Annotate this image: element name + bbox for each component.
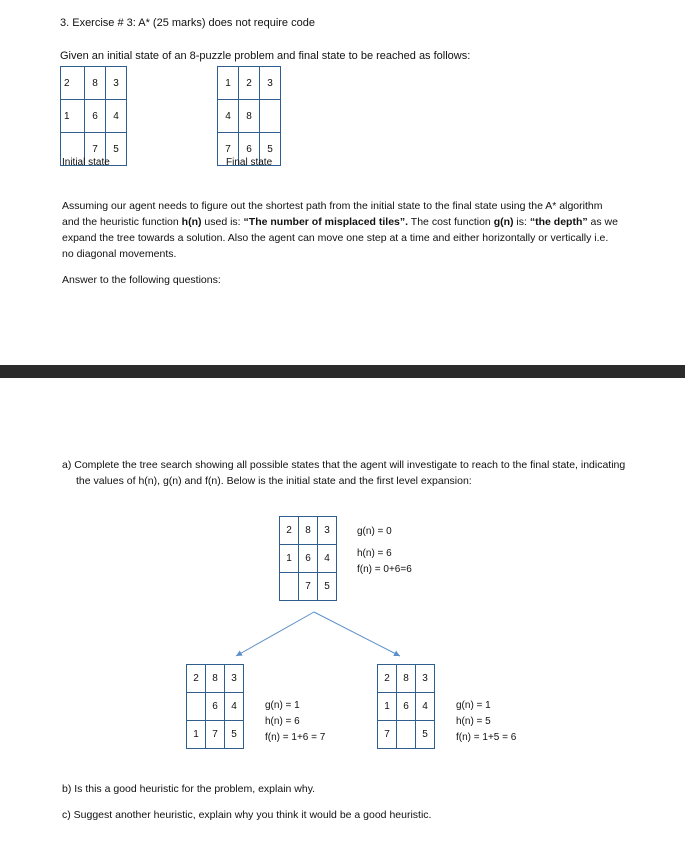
left-child-grid [186,664,244,749]
exercise-heading: 3. Exercise # 3: A* (25 marks) does not require code [60,17,315,29]
cell: 5 [318,573,337,601]
desc-quote-cost: “the depth” [529,216,588,228]
cell: 4 [225,693,244,721]
cell: 1 [218,67,239,100]
cell [187,693,206,721]
cell: 7 [378,721,397,749]
cell: 8 [239,100,260,133]
answer-prompt: Answer to the following questions: [62,274,221,286]
cell: 6 [85,100,106,133]
cell [397,721,416,749]
right-g: g(n) = 1 [456,700,491,711]
cell: 1 [280,545,299,573]
edge-right-arrow [314,612,400,656]
cell: 5 [416,721,435,749]
desc-text: The cost function [408,216,494,228]
cell: 8 [299,517,318,545]
right-child-grid [377,664,435,749]
final-state-label: Final state [226,157,273,168]
cell: 3 [106,67,127,100]
cell: 2 [61,67,85,100]
desc-text: used is: [201,216,244,228]
intro-text: Given an initial state of an 8-puzzle problem and final state to be reached as follows: [60,50,471,62]
cell: 1 [378,693,397,721]
part-a-text: a) Complete the tree search showing all possible states that the agent will investigate to reach to the final state, indicating the values of h(n), g(n) and f(n). Below is the initial state and the first level expansion: [62,459,626,487]
cell: 7 [299,573,318,601]
cell: 2 [280,517,299,545]
desc-text: Assuming our agent needs to figure out the shortest path from the initial state to the final state using the A* algorithm and the heuristic function [62,200,603,228]
cell: 4 [318,545,337,573]
initial-state-label: Initial state [62,157,110,168]
cell: 6 [239,133,260,166]
part-c-text: c) Suggest another heuristic, explain why you think it would be a good heuristic. [62,809,432,821]
cell: 5 [106,133,127,166]
right-f: f(n) = 1+5 = 6 [456,732,517,743]
cell: 8 [397,665,416,693]
cell: 1 [61,100,85,133]
right-h: h(n) = 5 [456,716,491,727]
cell: 7 [85,133,106,166]
edge-left-arrow [236,612,314,656]
cell: 2 [239,67,260,100]
cell: 2 [378,665,397,693]
left-h: h(n) = 6 [265,716,300,727]
cell: 6 [397,693,416,721]
cell: 8 [206,665,225,693]
cell: 4 [106,100,127,133]
left-child-evaluation [265,698,325,746]
cell: 1 [187,721,206,749]
desc-gn: g(n) [493,216,514,228]
cell: 8 [85,67,106,100]
root-g: g(n) = 0 [357,526,392,537]
left-g: g(n) = 1 [265,700,300,711]
cell: 4 [416,693,435,721]
root-f: f(n) = 0+6=6 [357,564,412,575]
cell: 7 [206,721,225,749]
right-child-evaluation [456,698,516,746]
root-h: h(n) = 6 [357,548,392,559]
cell: 7 [218,133,239,166]
cell: 3 [260,67,281,100]
cell: 5 [225,721,244,749]
cell: 3 [318,517,337,545]
cell: 4 [218,100,239,133]
cell: 6 [206,693,225,721]
cell: 2 [187,665,206,693]
part-b-text: b) Is this a good heuristic for the problem, explain why. [62,783,316,795]
left-f: f(n) = 1+6 = 7 [265,732,326,743]
cell: 5 [260,133,281,166]
cell: 6 [299,545,318,573]
desc-quote-heuristic: “The number of misplaced tiles”. [243,216,409,228]
desc-text: is: [513,216,530,228]
cell: 3 [225,665,244,693]
cell: 3 [416,665,435,693]
desc-text: as we expand the tree towards a solution. Also the agent can move one step at a time and either horizontally or vertically i.e. no diagonal movements. [62,216,618,260]
desc-hn: h(n) [181,216,202,228]
